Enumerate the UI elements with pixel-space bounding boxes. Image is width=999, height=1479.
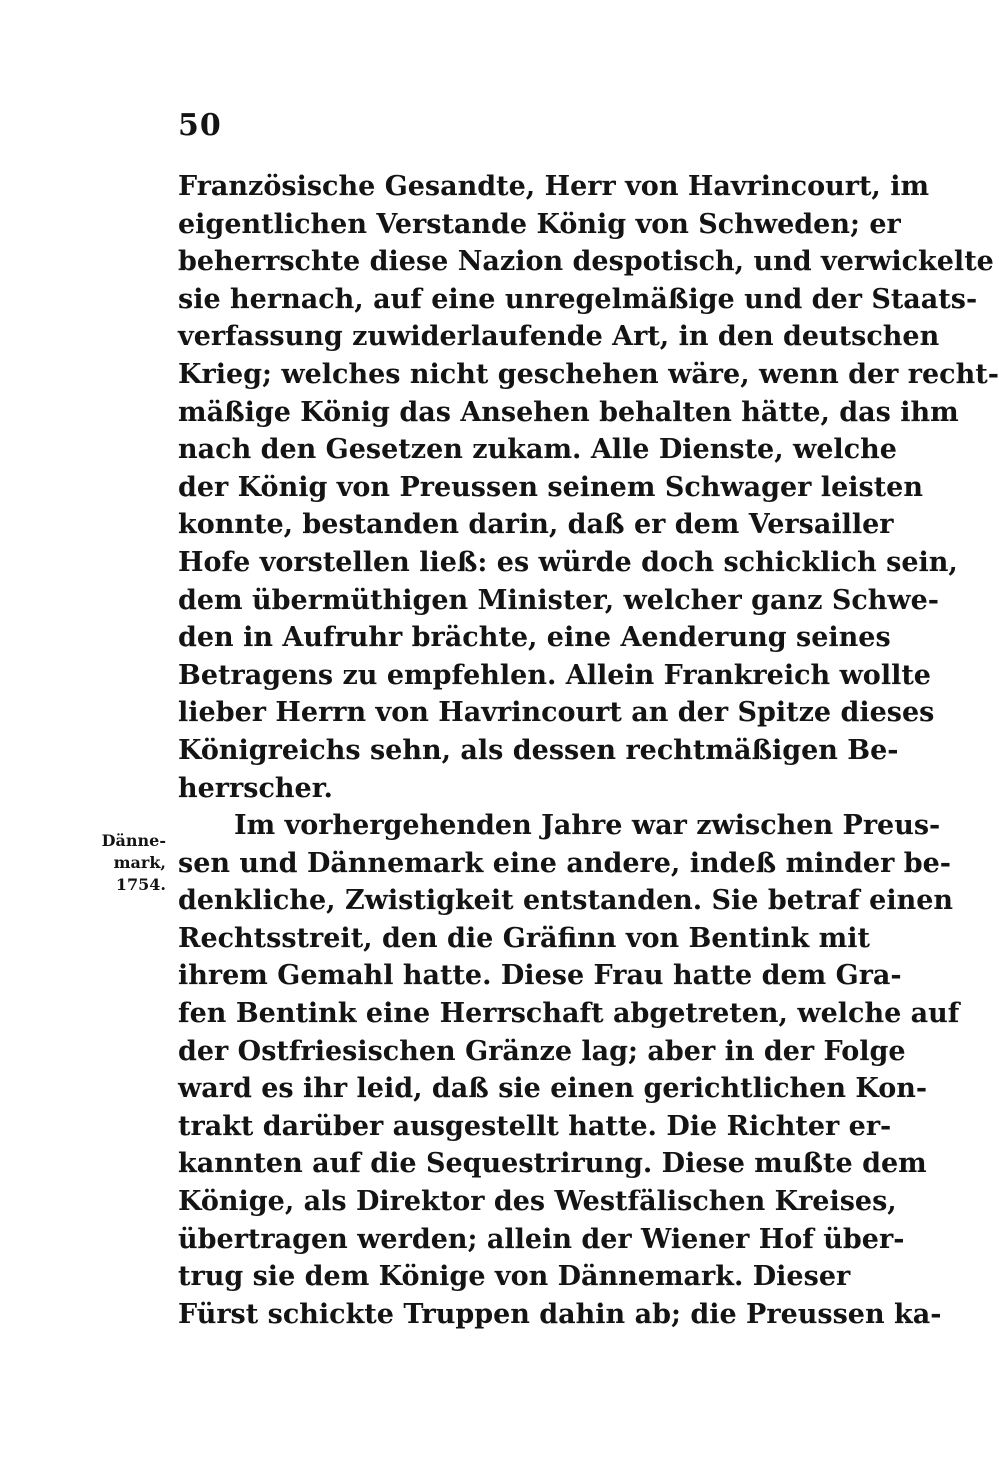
text-line: kannten auf die Sequestrirung. Diese mußte dem bbox=[178, 1148, 927, 1180]
text-line: nach den Gesetzen zukam. Alle Dienste, welche bbox=[178, 434, 897, 466]
text-line: Französische Gesandte, Herr von Havrincourt, im bbox=[178, 171, 930, 202]
margin-note-line: Dänne- bbox=[101, 831, 166, 850]
text-line: denkliche, Zwistigkeit entstanden. Sie betraf einen bbox=[178, 885, 954, 917]
text-line: Könige, als Direktor des Westfälischen Kreises, bbox=[178, 1186, 897, 1218]
text-line: sie hernach, auf eine unregelmäßige und der Staats- bbox=[178, 283, 978, 315]
text-line: Rechtsstreit, den die Gräfinn von Bentink mit bbox=[178, 922, 870, 954]
text-line: beherrschte diese Nazion despotisch, und verwickelte bbox=[178, 246, 994, 278]
text-line: der König von Preussen seinem Schwager leisten bbox=[178, 471, 923, 503]
text-line: fen Bentink eine Herrschaft abgetreten, welche auf bbox=[178, 998, 960, 1030]
text-line: ihrem Gemahl hatte. Diese Frau hatte dem Gra- bbox=[178, 960, 902, 992]
text-line: trakt darüber ausgestellt hatte. Die Richter er- bbox=[178, 1110, 892, 1142]
text-line: den in Aufruhr brächte, eine Aenderung seines bbox=[178, 622, 891, 654]
text-line: mäßige König das Ansehen behalten hätte, das ihm bbox=[178, 396, 959, 428]
text-line: Betragens zu empfehlen. Allein Frankreich wollte bbox=[178, 659, 931, 691]
text-line: sen und Dännemark eine andere, indeß minder be- bbox=[178, 847, 951, 879]
text-line: verfassung zuwiderlaufende Art, in den deutschen bbox=[178, 321, 940, 353]
text-line: eigentlichen Verstande König von Schweden; er bbox=[178, 208, 901, 240]
body-text bbox=[178, 168, 999, 1333]
text-line: Krieg; welches nicht geschehen wäre, wenn der recht- bbox=[178, 358, 999, 390]
margin-note-line: 1754. bbox=[115, 875, 166, 894]
margin-note bbox=[76, 830, 166, 896]
paragraph-start-line: Im vorhergehenden Jahre war zwischen Preus- bbox=[234, 810, 941, 842]
text-line: lieber Herrn von Havrincourt an der Spitze dieses bbox=[178, 697, 935, 729]
text-line: konnte, bestanden darin, daß er dem Versailler bbox=[178, 509, 894, 541]
text-line: Fürst schickte Truppen dahin ab; die Preussen ka- bbox=[178, 1298, 942, 1330]
text-line: der Ostfriesischen Gränze lag; aber in der Folge bbox=[178, 1035, 906, 1067]
margin-note-line: mark, bbox=[113, 853, 166, 872]
text-line: Königreichs sehn, als dessen rechtmäßigen Be- bbox=[178, 734, 899, 766]
text-line: übertragen werden; allein der Wiener Hof über- bbox=[178, 1223, 905, 1255]
text-line: dem übermüthigen Minister, welcher ganz Schwe- bbox=[178, 584, 940, 616]
text-line: Hofe vorstellen ließ: es würde doch schicklich sein, bbox=[178, 546, 958, 578]
text-line: trug sie dem Könige von Dännemark. Dieser bbox=[178, 1261, 851, 1293]
page-number: 50 bbox=[178, 108, 222, 143]
text-line: ward es ihr leid, daß sie einen gerichtlichen Kon- bbox=[178, 1073, 928, 1105]
paragraph-end-line: herrscher. bbox=[178, 772, 333, 804]
